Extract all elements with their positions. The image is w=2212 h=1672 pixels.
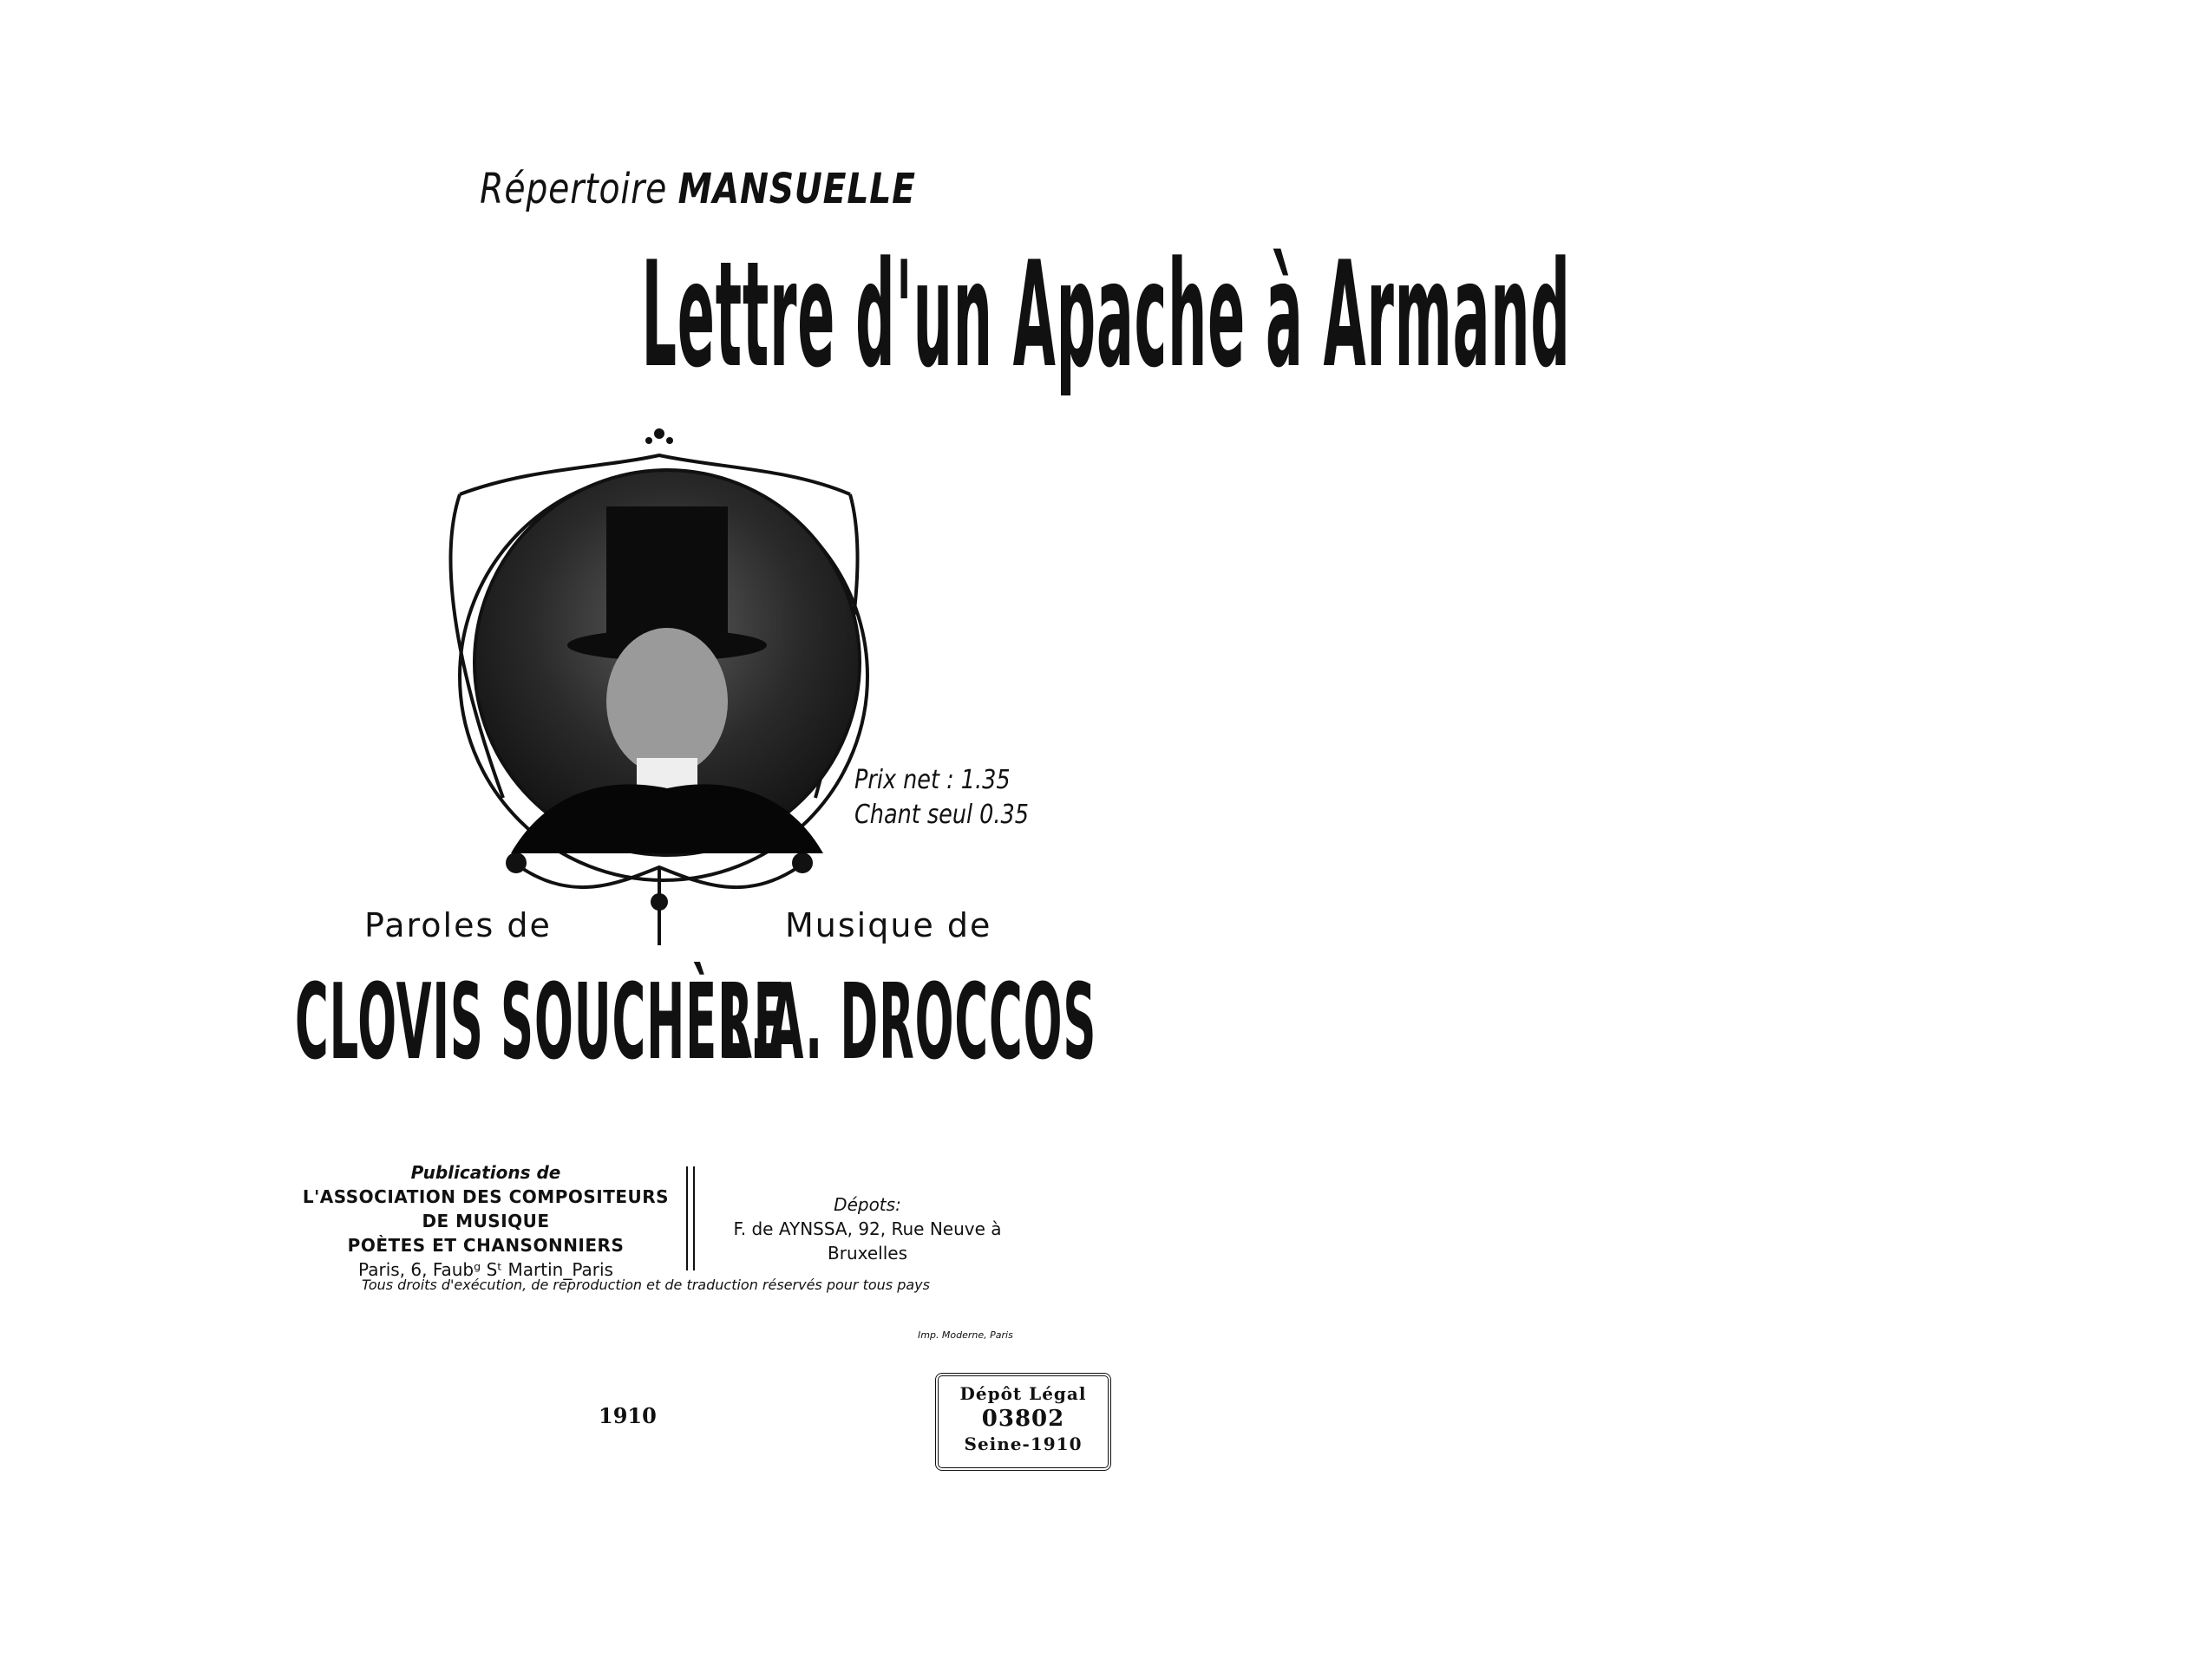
repertoire-prefix: Répertoire — [480, 165, 668, 213]
publication-year: 1910 — [599, 1403, 657, 1428]
column-divider — [686, 1166, 695, 1270]
printer-credit: Imp. Moderne, Paris — [918, 1329, 1013, 1341]
stamp-line1: Dépôt Légal — [959, 1383, 1087, 1404]
publisher-line2: POÈTES ET CHANSONNIERS — [347, 1235, 625, 1256]
repertoire-name: MANSUELLE — [677, 165, 916, 213]
publisher-heading: Publications de — [410, 1162, 561, 1183]
depots-heading: Dépots: — [834, 1194, 901, 1215]
stamp-line3: Seine-1910 — [964, 1434, 1083, 1454]
song-title-text: Lettre d'un Apache à Armand — [641, 230, 1571, 400]
song-title — [0, 230, 1571, 400]
lyrics-author: CLOVIS SOUCHÈRE — [295, 963, 786, 1083]
depot-legal-stamp — [935, 1373, 1111, 1471]
portrait-figure — [476, 472, 858, 853]
price-net: Prix net : 1.35 — [854, 765, 1011, 795]
music-label: Musique de — [785, 906, 992, 944]
price-block — [854, 763, 1029, 833]
music-author: L.A. DROCCOS — [720, 963, 1097, 1083]
depots-block — [711, 1192, 1024, 1265]
repertoire-heading — [0, 165, 1292, 213]
stamp-line2: 03802 — [981, 1406, 1065, 1432]
publisher-block — [286, 1160, 685, 1282]
portrait-photo — [473, 468, 861, 857]
lyrics-label: Paroles de — [364, 906, 552, 944]
depots-line1: F. de AYNSSA, 92, Rue Neuve à Bruxelles — [733, 1218, 1002, 1264]
publisher-line1: L'ASSOCIATION DES COMPOSITEURS DE MUSIQUE — [302, 1186, 670, 1231]
price-chant-seul: Chant seul 0.35 — [854, 800, 1029, 830]
rights-notice: Tous droits d'exécution, de reproduction et de traduction réservés pour tous pays — [362, 1277, 930, 1293]
publisher-address: Paris, 6, Faubᵍ Sᵗ Martin_Paris — [358, 1259, 613, 1280]
